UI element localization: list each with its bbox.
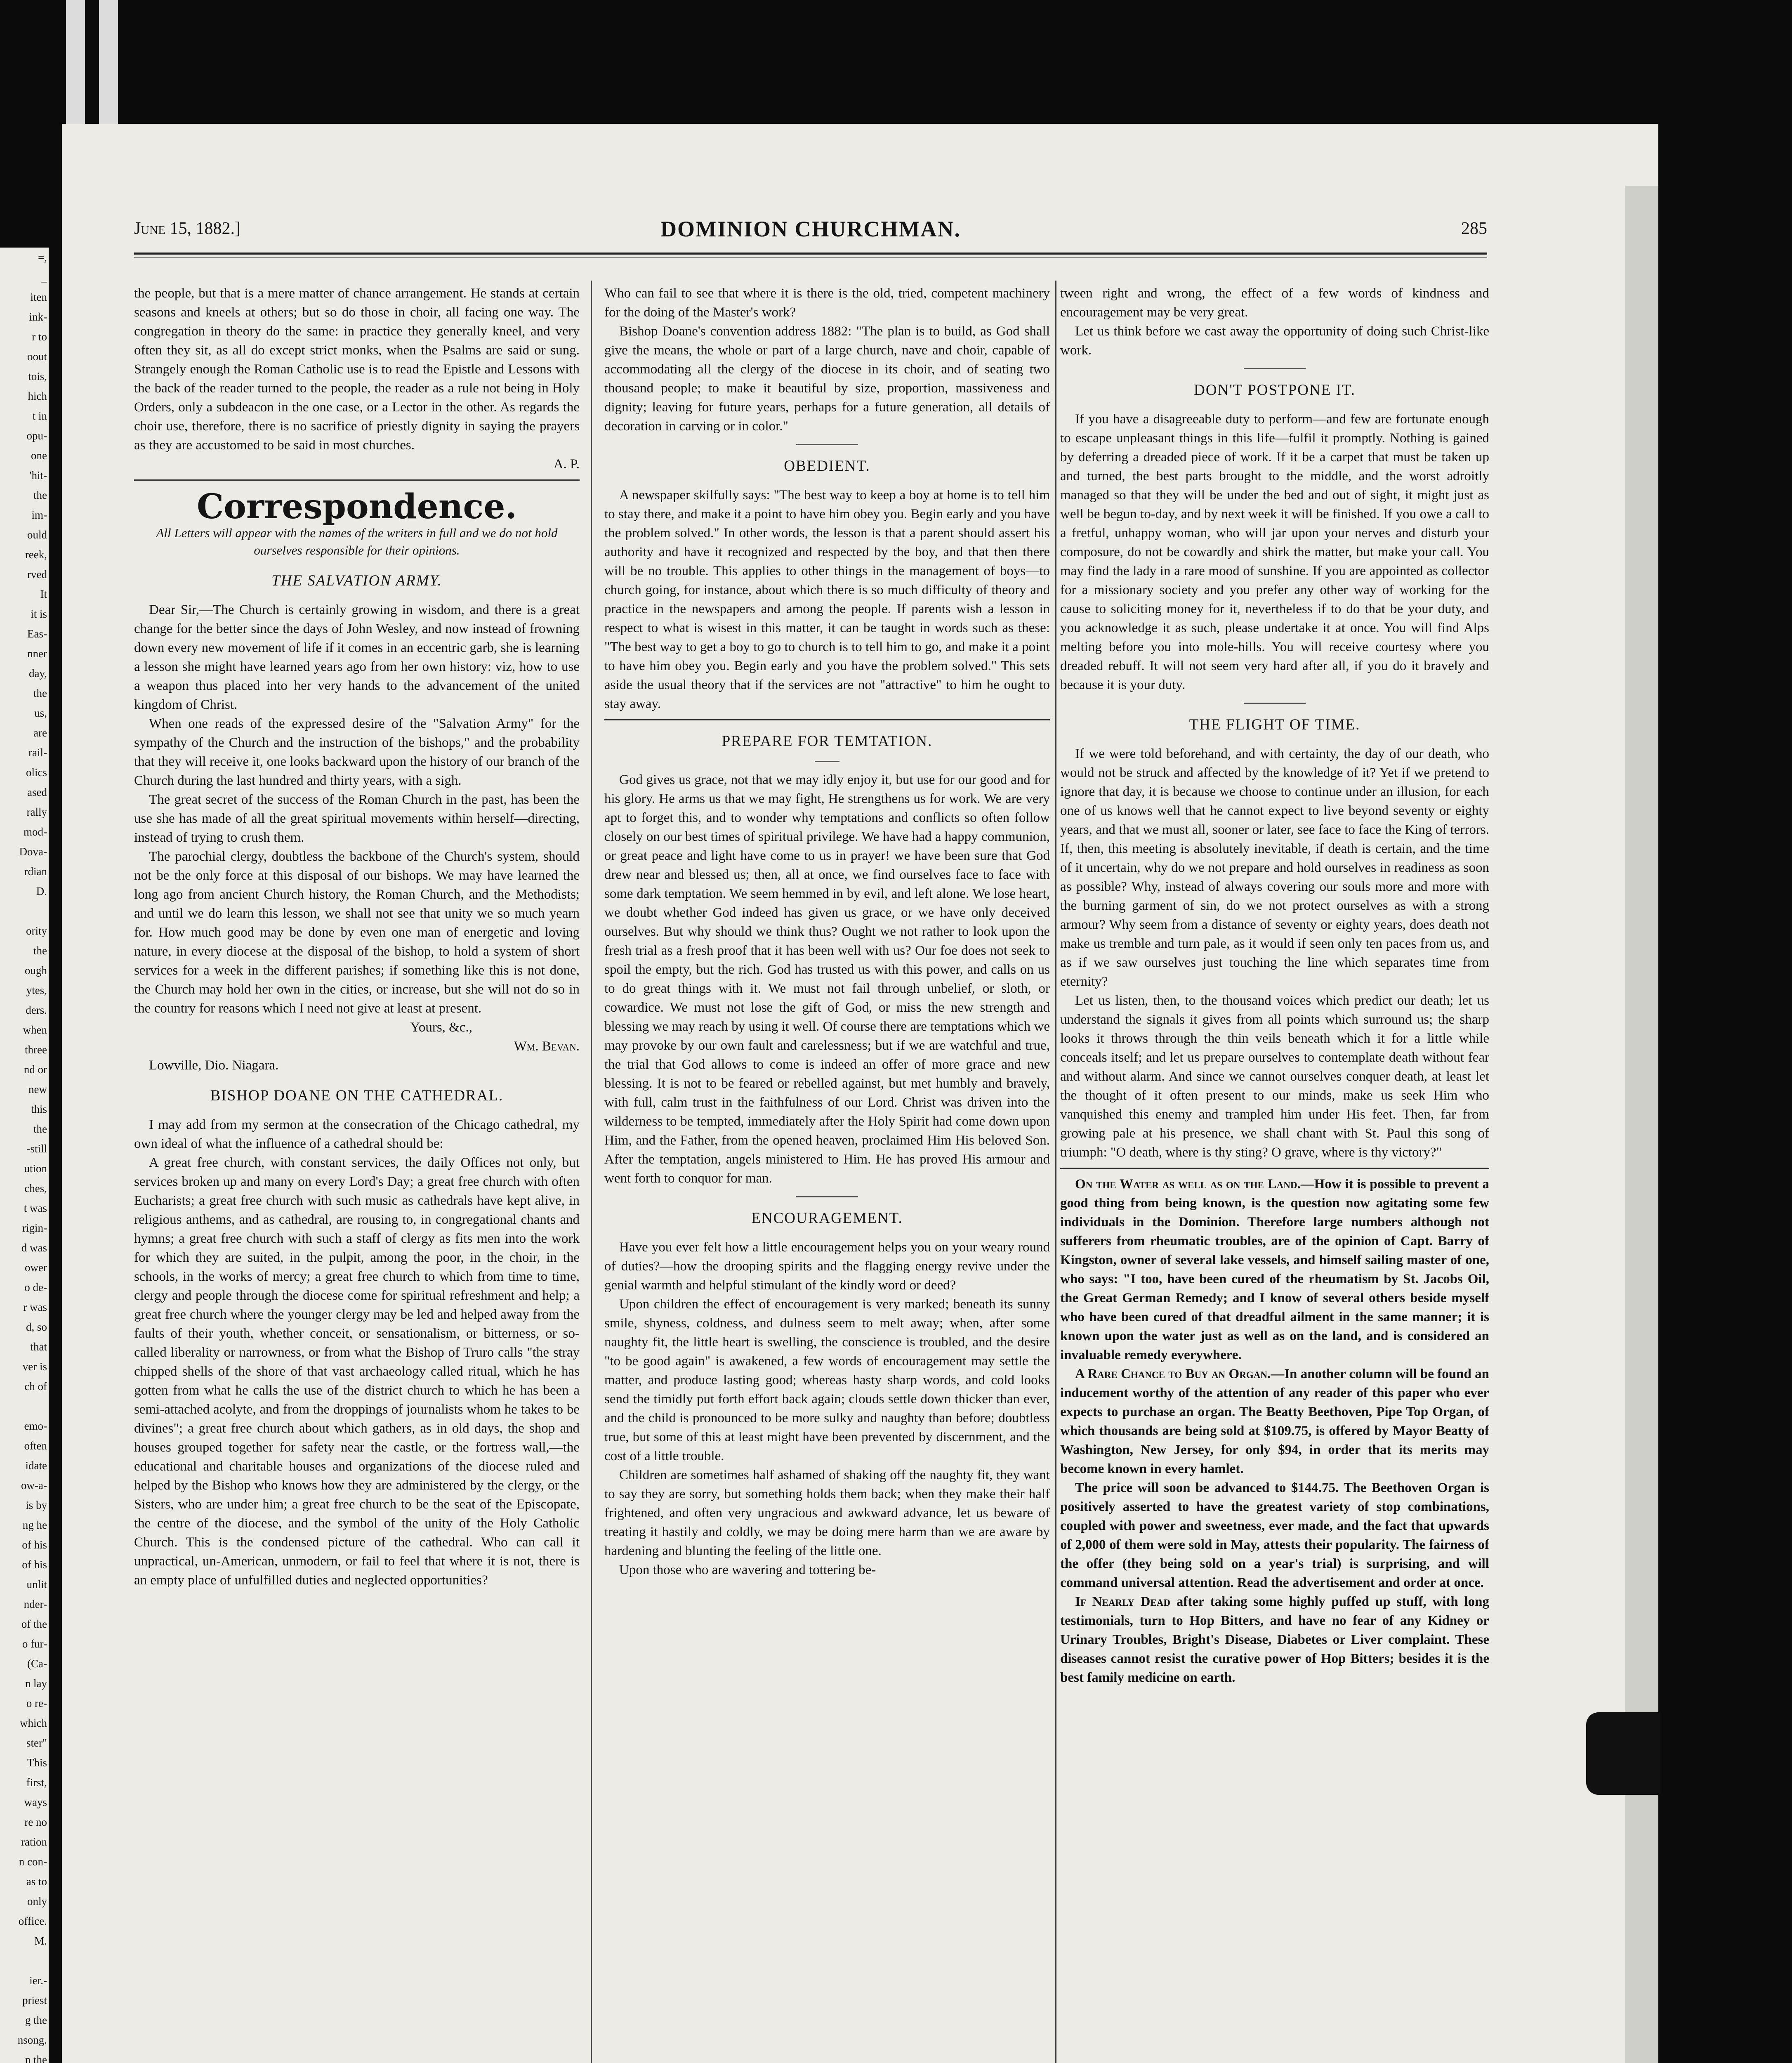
- left-page-fragment: im-: [31, 509, 47, 521]
- left-page-fragment: nner: [27, 647, 47, 660]
- left-page-fragment: t was: [24, 1202, 47, 1214]
- masthead-title: DOMINION CHURCHMAN.: [660, 217, 961, 241]
- notice-lead: On the Water as well as on the Land.: [1075, 1177, 1301, 1192]
- left-page-fragment: r was: [23, 1301, 47, 1313]
- column-1: [134, 284, 580, 2063]
- left-page-fragment: iten: [30, 291, 47, 303]
- left-page-fragment: rail-: [28, 746, 47, 759]
- left-page-fragment: o fur-: [22, 1638, 47, 1650]
- left-page-fragment: of his: [22, 1539, 47, 1551]
- left-page-fragment: ng he: [22, 1519, 47, 1531]
- notice-paragraph: [1060, 1364, 1489, 1478]
- closing: Yours, &c.,: [410, 1020, 472, 1035]
- divider: [796, 1196, 858, 1197]
- article-heading: THE FLIGHT OF TIME.: [1189, 716, 1361, 733]
- author-signature: A. P.: [553, 457, 580, 472]
- column-divider-1: [591, 281, 592, 2063]
- left-page-fragment: d was: [21, 1242, 47, 1254]
- header-rule-thin: [134, 257, 1487, 258]
- left-page-fragment: g the: [25, 2014, 47, 2026]
- article-paragraph: Children are sometimes half ashamed of shaking off the naughty fit, they want to say they are sorry, but something holds them back; when they make their half frightened, and often very ungracious and awkward advance, let us beware of treating it hastily and coldly, we may be doing mere harm than we are aware by hardening and blunting the feeling of the little one.: [604, 1468, 1050, 1558]
- page-number: 285: [1461, 219, 1487, 238]
- article-paragraph: Who can fail to see that where it is there is the old, tried, competent machinery for the doing of the Master's work?: [604, 286, 1050, 320]
- article-paragraph: Let us listen, then, to the thousand voices which predict our death; let us understand the signals it gives from all points which surround us; the sharp looks it throws through the thin veils beneath which it for a little while conceals itself; and let us prepare ourselves to contemplate death without fear and without alarm. And since we cannot ourselves conquer death, at least let the thought of it often present to our minds, make us seek Him who vanquished this enemy and trampled him under His feet. Then, far from growing pale at his presence, we shall chant with St. Paul this song of triumph: "O death, where is thy sting? O grave, where is thy victory?": [1060, 993, 1489, 1160]
- section-heading: Correspondence.: [196, 487, 517, 526]
- left-page-fragment: ority: [26, 925, 47, 937]
- left-page-fragment: ased: [27, 786, 47, 798]
- left-page-fragment: hich: [28, 390, 47, 402]
- left-page-fragment: of the: [21, 1618, 47, 1630]
- left-page-fragment: ytes,: [26, 984, 47, 996]
- left-page-fragment: tois,: [28, 370, 47, 382]
- article-paragraph: A great free church, with constant services, the daily Offices not only, but services broken up and many on every Lord's Day; a great free church with often Eucharists; a great free church with such music as cathedrals have kept alive, in religious anthems, and as cathedral, are rousing to, in congregational chants and hymns; a great free church with such a staff of clergy as fits men into the work for which they are suited, in the pulpit, among the poor, in the choir, in the schools, in the works of mercy; a great free church to which from time to time, clergy and people through the diocese come for spiritual refreshment and help; a great free church where the younger clergy may be led and helped away from the faults of their youth, whether conceit, or sensationalism, or bitterness, or so-called liberality or narrowness, or from what the Bishop of Truro calls "the stray chipped shells of the shore of that vast archaeology called ritual, which he has gotten from what he calls the use of the district church to which he has been a semi-attached acolyte, and from the droppings of journalists whom he takes to be divines"; a great free church about which gathers, as in old days, the shop and houses grouped together for safety near the castle, or the fortress wall,—the educational and charitable houses and organizations of the diocese ruled and helped by the Bishop who knows how they are administered by the clergy, or the Sisters, who are under him; a great free church to be the seat of the Episcopate, the centre of the diocese, and the symbol of the unity of the Holy Catholic Church. This is the condensed picture of the cathedral. Who can call it unpractical, un-American, unmodern, or fail to feel that where it is not, there is an empty place of unfulfilled duties and neglected opportunities?: [134, 1155, 580, 1588]
- left-page-fragment: -still: [26, 1142, 47, 1155]
- article-paragraph: The great secret of the success of the Roman Church in the past, has been the use she has made of all the great spiritual movements within herself—directing, instead of trying to crush them.: [134, 792, 580, 845]
- article-paragraph: Bishop Doane's convention address 1882: "The plan is to build, as God shall give the means, the whole or part of a large church, nave and choir, capable of accommodating all the clergy of the diocese in its choir, and of seating two thousand people; to make it beautiful by size, proportion, massiveness and dignity; leaving for future years, perhaps for a future generation, all details of decoration in carving or in color.": [604, 324, 1050, 434]
- divider: [1244, 703, 1306, 704]
- page-header: [134, 219, 1487, 243]
- page-clip: [1586, 1712, 1660, 1795]
- editorial-note: All Letters will appear with the names of the writers in full and we do not hold ourselves responsible for their opinions.: [156, 526, 558, 557]
- left-page-fragment: M.: [34, 1935, 47, 1947]
- left-page-fragment: n lay: [25, 1677, 47, 1690]
- article-paragraph: If we were told beforehand, and with certainty, the day of our death, who would not be struck and affected by the knowledge of it? Yet if we pretend to ignore that day, it is because we choose to continue under an illusion, for each one of us knows well that he cannot expect to live beyond seventy or eighty years, and that we must all, sooner or later, see face to face the King of terrors. If, then, this meeting is absolutely inevitable, if death is certain, and the time of it uncertain, why do we not prepare and hold ourselves in readiness as soon as possible? Why, instead of always covering our souls more and more with the burning garment of sin, do we not protect ourselves as with a strong armour? Why seem from a distance of seventy or eighty years, does death not make us tremble and turn pale, as it would if seen only ten paces from us, and as if we saw ourselves just touching the line which separates time from eternity?: [1060, 746, 1489, 989]
- left-page-fragment: ders.: [26, 1004, 47, 1016]
- scan-border-right: [1660, 0, 1792, 2063]
- article-paragraph: Upon those who are wavering and tottering be-: [619, 1563, 876, 1577]
- left-page-fragment: often: [24, 1440, 47, 1452]
- left-page-fragment: =,: [38, 251, 47, 264]
- article-heading: PREPARE FOR TEMTATION.: [722, 733, 933, 750]
- article-heading: DON'T POSTPONE IT.: [1194, 382, 1356, 399]
- left-page-fragment: ches,: [24, 1182, 47, 1194]
- left-page-fragment: the: [33, 1123, 47, 1135]
- notice-paragraph: [1060, 1592, 1489, 1687]
- left-page-fragment: rally: [26, 806, 47, 818]
- notice-paragraph: The price will soon be advanced to $144.75. The Beethoven Organ is positively asserted to have the greatest variety of stop combinations, coupled with power and sweetness, ever made, and the fact that upwards of 2,000 of them were sold in May, attests their popularity. The fairness of the offer (they being sold on a year's trial) is surprising, and will command universal attention. Read the advertisement and order at once.: [1060, 1480, 1489, 1590]
- article-paragraph: Let us think before we cast away the opportunity of doing such Christ-like work.: [1060, 324, 1489, 358]
- left-page-fragment: the: [33, 944, 47, 957]
- left-page-fragment: first,: [26, 1776, 47, 1789]
- article-paragraph: Dear Sir,—The Church is certainly growing in wisdom, and there is a great change for the better since the days of John Wesley, and now instead of frowning down every new movement of life if it comes in an eccentric garb, she is learning a lesson she might have learned years ago from her own history: viz, how to use a weapon thus placed into her very hands to the advancement of the united kingdom of Christ.: [134, 602, 580, 712]
- left-page-fragment: 'hit-: [29, 469, 47, 482]
- left-page-fragment: ow-a-: [21, 1479, 47, 1492]
- column-divider-2: [1055, 281, 1056, 2063]
- notice-lead: If Nearly Dead: [1075, 1594, 1171, 1609]
- left-page-fragment: ower: [25, 1261, 47, 1274]
- column-3: [1060, 284, 1489, 2063]
- article-paragraph: When one reads of the expressed desire of the "Salvation Army" for the sympathy of the Church and the instruction of the bishops," and the probability that they will receive it, one looks backward upon the history of our branch of the Church during the last hundred and thirty years, with a sigh.: [134, 716, 580, 788]
- divider: [815, 761, 839, 762]
- left-page-fragment: us,: [34, 707, 47, 719]
- left-page-fragment: nsong.: [17, 2034, 47, 2046]
- left-page-fragment: ster": [26, 1737, 47, 1749]
- header-rule: [134, 253, 1487, 255]
- article-heading: THE SALVATION ARMY.: [271, 572, 442, 589]
- left-page-fragment: Eas-: [27, 628, 47, 640]
- left-page-fragment: ution: [24, 1162, 47, 1175]
- left-page-fragment: that: [30, 1341, 47, 1353]
- left-page-fragment: n the: [25, 2054, 47, 2063]
- left-page-fragment: is by: [26, 1499, 47, 1511]
- issue-date: June 15, 1882.]: [134, 219, 241, 238]
- left-page-fragment: new: [28, 1083, 47, 1095]
- left-page-fragment: ink-: [29, 311, 47, 323]
- divider: [134, 479, 580, 481]
- article-paragraph: Have you ever felt how a little encouragement helps you on your weary round of duties?—how the drooping spirits and the flagging energy revive under the genial warmth and helpful stimulant of the kindly word or deed?: [604, 1240, 1050, 1293]
- left-page-fragment: ould: [27, 529, 47, 541]
- left-page-fragment: This: [27, 1756, 47, 1769]
- article-paragraph: The parochial clergy, doubtless the backbone of the Church's system, should not be the only force at this disposal of our bishops. We may have learned the long ago from ancient Church history, the Roman Church, and the Methodists; and until we do learn this lesson, we shall not see that unity we so much yearn for. How much good may be done by even one man of energetic and loving nature, in every diocese at the disposal of the bishop, to hold a system of short services for a week in the different parishes; if something like this is not done, the Church may hold her own in the cities, or increase, but she will not do so in the country for reasons which I need not give at least at present.: [134, 849, 580, 1016]
- divider: [796, 444, 858, 445]
- left-page-fragment: ough: [25, 964, 47, 977]
- left-page-fragment: [0, 901, 49, 921]
- left-page-fragment: ier.-: [29, 1974, 47, 1987]
- article-heading: BISHOP DOANE ON THE CATHEDRAL.: [210, 1087, 504, 1104]
- article-text: the people, but that is a mere matter of chance arrangement. He stands at certain seasons and kneels at others; but so do those in choir, all facing one way. The congregation in theory do the same: in practice they generally kneel, and very often they sit, as all do except strict monks, when the Psalms are said or sung. Strangely enough the Roman Catholic use is to read the Epistle and Lessons with the back of the reader turned to the people, the reader as a rule not being in Holy Orders, only a subdeacon in the one case, or a Lector in the other. As regards the choir use, therefore, there is no sacrifice of priestly dignity in saying the prayers as they are accustomed to be said in most churches.: [134, 286, 580, 453]
- divider: [1060, 1168, 1489, 1169]
- left-page-fragment: which: [20, 1717, 47, 1729]
- left-page-fragment: ch of: [24, 1380, 47, 1393]
- left-page-fragment: rved: [27, 568, 47, 581]
- left-page-fragment: rdian: [24, 865, 47, 878]
- article-paragraph: tween right and wrong, the effect of a few words of kindness and encouragement may be very great.: [1060, 286, 1489, 320]
- article-paragraph: If you have a disagreeable duty to perform—and few are fortunate enough to escape unpleasant things in this life—fulfil it promptly. Nothing is gained by deferring a dreaded piece of work. If it be a carpet that must be taken up and turned, the best parts brought to the middle, and the worst adroitly managed so that they will be under the bed and out of sight, it might just as well be begun to-day, and by next week it will be finished. If you owe a call to a fretful, unhappy woman, who will jar upon your nerves and disturb your composure, do not be cowardly and shirk the matter, but make your call. You may find the lady in a rare mood of sunshine. If you are appointed as collector for a missionary society and you prefer any other way of working for the cause to soliciting money for it, nevertheless if to do that be your duty, and you acknowledge it as such, please undertake it at once. You will find Alps melting before you into mole-hills. You will receive courtesy where you dreaded rebuff. It will not seem very hard after all, if you do it bravely and because it is your duty.: [1060, 412, 1489, 692]
- left-page-fragment: unlit: [26, 1578, 47, 1591]
- author-signature: Wm. Bevan.: [514, 1039, 580, 1054]
- left-page-fragment: day,: [29, 667, 47, 680]
- left-page-fragment: olics: [26, 766, 47, 779]
- article-paragraph: God gives us grace, not that we may idly enjoy it, but use for our good and for his glory. He arms us that we may fight, He strengthens us for work. We are very apt to forget this, and to wonder why temptations and conflicts so often follow closely on our best times of spiritual privilege. We have had a happy communion, or great peace and light have come to us in prayer! we have been sure that God drew near and blessed us; then, all at once, we find ourselves face to face with some dark temptation. We seem hemmed in by evil, and left alone. We lose heart, we doubt whether God indeed has given us grace, or we have only deceived ourselves. But why should we think thus? Ought we not rather to look upon the fresh trial as a fresh proof that it has been well with us? Our foe does not seek to spoil the empty, but the rich. God has trusted us with this power, and calls on us to do great things with it. We must not fail through unbelief, or sloth, or cowardice. We must not lose the gift of God, or miss the new strength and blessing we may reach by using it well. Of course there are temptations which we may provoke by our own fault and carelessness; but if we are watchful and true, the trial that God allows to come is indeed an offer of more grace and new blessing. It is not to be feared or rebelled against, but met humbly and bravely, with full, calm trust in the faithfulness of our Lord. Christ was driven into the wilderness to be tempted, immediately after the Holy Spirit had come down upon Him, and the Father, from the opened heaven, proclaimed Him His beloved Son. After the temptation, angels ministered to Him. He has proved His armour and went forth to conquor for man.: [604, 772, 1050, 1186]
- left-page-fragment: _: [41, 271, 47, 283]
- left-page-fragment: it is: [31, 608, 47, 620]
- left-page-fragment: n con-: [19, 1855, 47, 1868]
- left-page-fragment: only: [27, 1895, 47, 1907]
- notice-text: after taking some highly puffed up stuff, with long testimonials, turn to Hop Bitters, and have no fear of any Kidney or Urinary Troubles, Bright's Disease, Diabetes or Liver complaint. These diseases cannot resist the curative power of Hop Bitters; besides it is the best family medicine on earth.: [1060, 1594, 1489, 1685]
- column-2: [604, 284, 1050, 1984]
- left-page-fragment: nd or: [24, 1063, 47, 1076]
- left-page-edge: [0, 248, 49, 2063]
- left-page-fragment: priest: [22, 1994, 47, 2006]
- notice-lead: A Rare Chance to Buy an Organ.: [1075, 1367, 1271, 1381]
- left-page-fragment: o re-: [26, 1697, 47, 1709]
- notice-text: —In another column will be found an inducement worthy of the attention of any reader of this paper who ever expects to purchase an organ. The Beatty Beethoven, Pipe Top Organ, of which thousands are being sold at $109.75, is offered by Mayor Beatty of Washington, New Jersey, for only $94, in order that its merits may become known in every hamlet.: [1060, 1367, 1489, 1476]
- left-page-fragment: are: [33, 727, 47, 739]
- left-page-fragment: one: [31, 449, 47, 462]
- article-heading: ENCOURAGEMENT.: [751, 1210, 903, 1227]
- left-page-fragment: ways: [24, 1796, 47, 1808]
- left-page-fragment: mod-: [24, 826, 47, 838]
- article-paragraph: Upon children the effect of encouragement is very marked; beneath its sunny smile, shyness, coldness, and dulness seem to melt away; when, after some naughty fit, the little heart is swelling, the conscience is troubled, and the desire "to be good again" is awakened, a few words of encouragement may settle the matter, and produce lasting good; whereas hasty sharp words, and cold looks send the timidly put forth effort back again; clouds settle down thicker than ever, and the child is pronounced to be more sulky and naughty than before; doubtless true, but some of this at least might have been prevented by discernment, and the cost of a little trouble.: [604, 1297, 1050, 1463]
- left-page-fragment: emo-: [24, 1420, 47, 1432]
- left-page-fragment: oout: [27, 350, 47, 363]
- left-page-fragment: of his: [22, 1558, 47, 1571]
- left-page-fragment: It: [40, 588, 47, 600]
- left-page-fragment: r to: [32, 330, 47, 343]
- left-page-fragment: t in: [32, 410, 47, 422]
- article-paragraph: I may add from my sermon at the consecration of the Chicago cathedral, my own ideal of what the influence of a cathedral should be:: [134, 1117, 580, 1151]
- left-page-fragment: as to: [26, 1875, 47, 1888]
- author-location: Lowville, Dio. Niagara.: [149, 1058, 279, 1073]
- left-page-fragment: ration: [21, 1836, 47, 1848]
- left-page-fragment: three: [25, 1043, 47, 1056]
- divider: [1244, 368, 1306, 369]
- left-page-fragment: when: [23, 1024, 47, 1036]
- left-page-fragment: Dova-: [19, 845, 47, 858]
- left-page-fragment: opu-: [26, 430, 47, 442]
- left-page-fragment: o de-: [24, 1281, 47, 1294]
- left-page-fragment: D.: [36, 885, 47, 897]
- notice-paragraph: [1060, 1175, 1489, 1364]
- left-page-fragment: re no: [24, 1816, 47, 1828]
- left-page-fragment: nder-: [24, 1598, 47, 1610]
- left-page-fragment: idate: [25, 1459, 47, 1472]
- divider: [604, 719, 1050, 720]
- left-page-fragment: ver is: [22, 1360, 47, 1373]
- article-paragraph: A newspaper skilfully says: "The best way to keep a boy at home is to tell him to stay there, and make it a point to have him obey you. Begin early and you have the problem solved." In other words, the lesson is that a parent should assert his authority and have it recognized and respected by the boy, and that then there will be no trouble. This applies to other things in the management of boys—to church going, for instance, about which there is so much difficulty of theory and practice in the newspapers and among the people. If parents wish a lesson in respect to what is wisest in this matter, it can be taught in words such as these: "The best way to get a boy to go to church is to tell him to go, and make it a point to have him obey you. Begin early and you have the problem solved." This sets aside the usual theory that if the services are not "attractive" to him he ought to stay away.: [604, 488, 1050, 711]
- left-page-fragment: d, so: [26, 1321, 47, 1333]
- left-page-fragment: [0, 1951, 49, 1971]
- left-page-fragment: the: [33, 489, 47, 501]
- left-page-fragment: reek,: [25, 548, 47, 561]
- left-page-fragment: (Ca-: [27, 1657, 47, 1670]
- article-heading: OBEDIENT.: [784, 458, 870, 474]
- left-page-fragment: office.: [18, 1915, 47, 1927]
- left-page-fragment: [0, 1396, 49, 1416]
- notice-text: —How it is possible to prevent a good thing from being known, is the question now agitating some few individuals in the Dominion. Therefore large numbers although not sufferers from rheumatic troubles, are of the opinion of Capt. Barry of Kingston, owner of several lake vessels, and himself sailing master of one, who says: "I too, have been cured of the rheumatism by St. Jacobs Oil, the Great German Remedy; and I know of several others beside myself who have been cured of that dreadful ailment in the same manner; it is known upon the water just as well as on the land, and is considered an invaluable remedy everywhere.: [1060, 1177, 1489, 1362]
- left-page-fragment: the: [33, 687, 47, 699]
- left-page-fragment: this: [31, 1103, 47, 1115]
- left-page-fragment: rigin-: [22, 1222, 47, 1234]
